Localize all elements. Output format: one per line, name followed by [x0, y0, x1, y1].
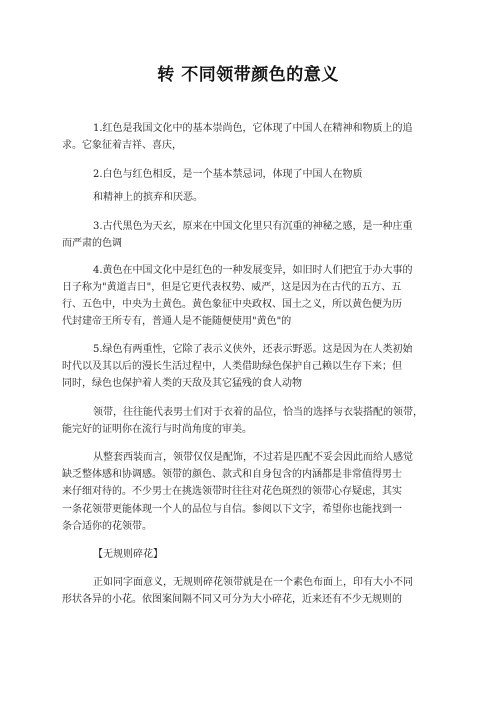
paragraph-line: 来仔细对待的。不少男士在挑选领带时往往对花色斑烈的领带心存疑虑，其实: [62, 486, 402, 497]
paragraph-line: 从整套西装而言，领带仅仅是配饰，不过若是匹配不妥会因此而给人感觉: [93, 452, 413, 463]
paragraph-line: 行、五色中，中央为土黄色。黄色象征中央政权、国土之义，所以黄色便为历: [62, 299, 402, 310]
paragraph-line: 3.古代黑色为天玄，原来在中国文化里只有沉重的神秘之感，是一种庄重: [93, 221, 413, 232]
paragraph-line: 缺乏整体感和协调感。领带的颜色、款式和自身包含的内涵都是非常值得男士: [62, 469, 402, 480]
paragraph-line: 正如同字面意义，无规则碎花领带就是在一个素色布面上，印有大小不同: [93, 577, 413, 588]
paragraph-line: 求。它象征着吉祥、喜庆，: [62, 140, 182, 151]
paragraph-line: 领带，往往能代表男士们对于衣着的品位，恰当的选择与衣装搭配的领带，: [93, 407, 423, 418]
paragraph-line: 代封建帝王所专有，普通人是不能随便使用"黄色"的: [62, 316, 292, 327]
paragraph-line: 一条花领带更能体现一个人的品位与自信。参阅以下文字，希望你也能找到一: [62, 504, 402, 515]
paragraph-line: 5.绿色有两重性，它除了表示义侠外，还表示野恶。这是因为在人类初始: [93, 344, 413, 355]
section-heading: 【无规则碎花】: [93, 549, 163, 560]
paragraph-line: 日子称为"黄道吉日"，但是它更代表权势、威严，这是因为在古代的五方、五: [62, 282, 402, 293]
paragraph-line: 形状各异的小花。依图案间隔不同又可分为大小碎花，近来还有不少无规则的: [62, 594, 402, 605]
paragraph-line: 和精神上的摈弃和厌恶。: [93, 192, 203, 203]
paragraph-line: 4.黄色在中国文化中是红色的一种发展变异，如旧时人们把宜于办大事的: [93, 265, 413, 276]
paragraph-line: 时代以及其以后的漫长生活过程中，人类借助绿色保护自己赖以生存下来；但: [62, 361, 402, 372]
page-title: 转 不同领带颜色的意义: [157, 65, 339, 85]
paragraph-line: 同时，绿色也保护着人类的天敌及其它猛残的食人动物: [62, 378, 302, 389]
paragraph-line: 1.红色是我国文化中的基本崇尚色，它体现了中国人在精神和物质上的追: [93, 123, 413, 134]
paragraph-line: 而严肃的色调: [62, 238, 122, 249]
paragraph-line: 2.白色与红色相反，是一个基本禁忌词，体现了中国人在物质: [93, 169, 363, 180]
paragraph-line: 能完好的证明你在流行与时尚角度的审美。: [62, 424, 252, 435]
paragraph-line: 条合适你的花领带。: [62, 521, 152, 532]
